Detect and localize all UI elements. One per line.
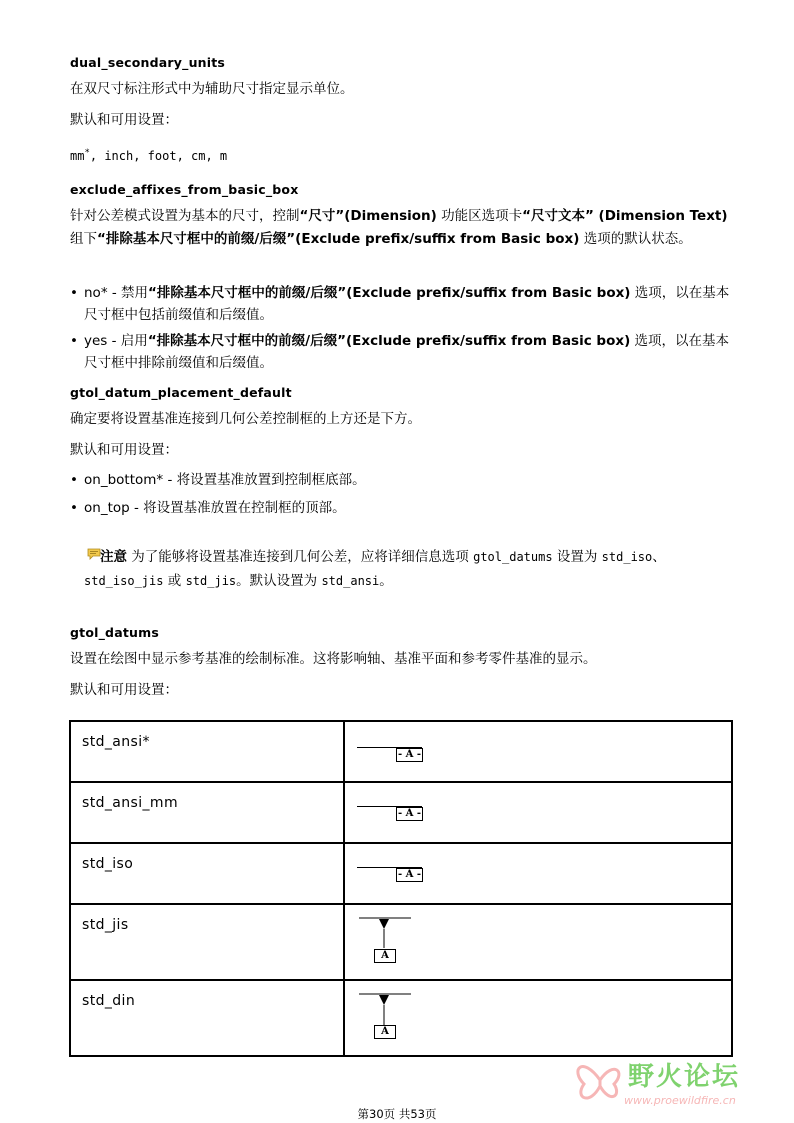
note-label: 注意 — [100, 549, 127, 565]
desc-part: 功能区选项卡 — [436, 208, 523, 224]
table-cell-symbol — [344, 980, 732, 1056]
dimension-text-tab-label: “尺寸文本” (Dimension Text) — [522, 208, 728, 224]
option-suffix: 选项，以在基本尺寸框中包括前缀值和后缀值。 — [84, 285, 730, 323]
value-rest: , inch, foot, cm, m — [89, 149, 228, 163]
datum-symbol-box: - A - — [397, 749, 422, 760]
table-row — [70, 843, 732, 904]
default-label-datums: 默认和可用设置： — [70, 682, 178, 698]
note-code: std_iso — [601, 550, 653, 564]
note-code: std_ansi — [321, 574, 380, 588]
watermark-url: www.proewildfire.cn — [624, 1094, 736, 1107]
list-item-on-bottom — [70, 469, 734, 491]
desc-dual-secondary-units: 在双尺寸标注形式中为辅助尺寸指定显示单位。 — [70, 81, 354, 97]
datum-symbol-box: - A - — [397, 808, 422, 819]
table-row — [70, 904, 732, 980]
bullet-icon: • — [70, 472, 78, 488]
option-key-on-top: on_top — [84, 500, 130, 516]
option-prefix: - 启用 — [107, 333, 148, 349]
heading-gtol-datums: gtol_datums — [70, 625, 159, 640]
list-item-no — [70, 282, 734, 326]
datum-symbol-box: - A - — [397, 869, 422, 880]
table-cell-name: std_ansi* — [70, 721, 344, 782]
desc-gtol-datums: 设置在绘图中显示参考基准的绘制标准。这将影响轴、基准平面和参考零件基准的显示。 — [70, 651, 597, 667]
note-text: 、 — [652, 549, 666, 565]
default-label-placement: 默认和可用设置： — [70, 442, 178, 458]
note-paragraph-line2 — [84, 569, 724, 593]
option-key-on-bottom: on_bottom* — [84, 472, 164, 488]
option-key-no: no* — [84, 285, 108, 301]
exclude-option-label: “排除基本尺寸框中的前缀/后缀”(Exclude prefix/suffix from Basic box) — [97, 231, 580, 247]
note-code: gtol_datums — [473, 550, 553, 564]
option-bold-label: “排除基本尺寸框中的前缀/后缀”(Exclude prefix/suffix from Basic box) — [148, 285, 631, 301]
option-suffix: 选项，以在基本尺寸框中排除前缀值和后缀值。 — [84, 333, 730, 371]
bullet-icon: • — [70, 500, 78, 516]
heading-dual-secondary-units: dual_secondary_units — [70, 55, 226, 70]
option-prefix: - 禁用 — [107, 285, 149, 301]
table-cell-name: std_ansi_mm — [70, 782, 344, 843]
option-desc: - 将设置基准放置在控制框的顶部。 — [129, 500, 346, 516]
desc-gtol-datum-placement: 确定要将设置基准连接到几何公差控制框的上方还是下方。 — [70, 411, 421, 427]
values-dual — [70, 148, 227, 163]
note-code: std_jis — [185, 574, 237, 588]
desc-part: 选项的默认状态。 — [579, 231, 692, 247]
default-label-dual: 默认和可用设置： — [70, 112, 178, 128]
note-icon — [87, 548, 101, 560]
bullet-icon: • — [70, 333, 78, 349]
desc-part: 针对公差模式设置为基本的尺寸，控制 — [70, 208, 300, 224]
note-text: 。默认设置为 — [236, 573, 322, 589]
desc-exclude-affixes — [70, 205, 730, 251]
bullet-icon: • — [70, 285, 78, 301]
datums-table — [69, 720, 733, 1057]
table-cell-name: std_din — [70, 980, 344, 1056]
option-bold-label: “排除基本尺寸框中的前缀/后缀”(Exclude prefix/suffix from Basic box) — [147, 333, 631, 349]
heading-exclude-affixes: exclude_affixes_from_basic_box — [70, 182, 299, 197]
datum-symbol-box: A — [374, 949, 396, 963]
table-row — [70, 721, 732, 782]
note-text: 为了能够将设置基准连接到几何公差，应将详细信息选项 — [127, 549, 474, 565]
table-cell-symbol — [344, 721, 732, 782]
table-cell-symbol — [344, 904, 732, 980]
desc-part: 组下 — [70, 231, 97, 247]
note-text: 。 — [379, 573, 393, 589]
note-text: 或 — [163, 573, 186, 589]
table-cell-symbol — [344, 782, 732, 843]
table-cell-name: std_iso — [70, 843, 344, 904]
list-item-yes — [70, 330, 734, 374]
list-item-on-top — [70, 497, 734, 519]
note-paragraph — [100, 545, 740, 569]
note-code: std_iso_jis — [84, 574, 164, 588]
value-star: * — [84, 148, 90, 158]
table-row — [70, 980, 732, 1056]
table-cell-symbol — [344, 843, 732, 904]
heading-gtol-datum-placement: gtol_datum_placement_default — [70, 385, 292, 400]
option-key-yes: yes — [84, 333, 108, 349]
butterfly-icon — [570, 1050, 630, 1110]
datum-symbol-box: A — [374, 1025, 396, 1039]
value-mm: mm — [70, 149, 85, 163]
table-row — [70, 782, 732, 843]
watermark-brand: 野火论坛 — [628, 1062, 741, 1092]
dimension-tab-label: “尺寸”(Dimension) — [299, 208, 437, 224]
note-text: 设置为 — [552, 549, 602, 565]
option-desc: - 将设置基准放置到控制框底部。 — [163, 472, 366, 488]
table-cell-name: std_jis — [70, 904, 344, 980]
page-number: 第30页 共53页 — [357, 1107, 437, 1121]
